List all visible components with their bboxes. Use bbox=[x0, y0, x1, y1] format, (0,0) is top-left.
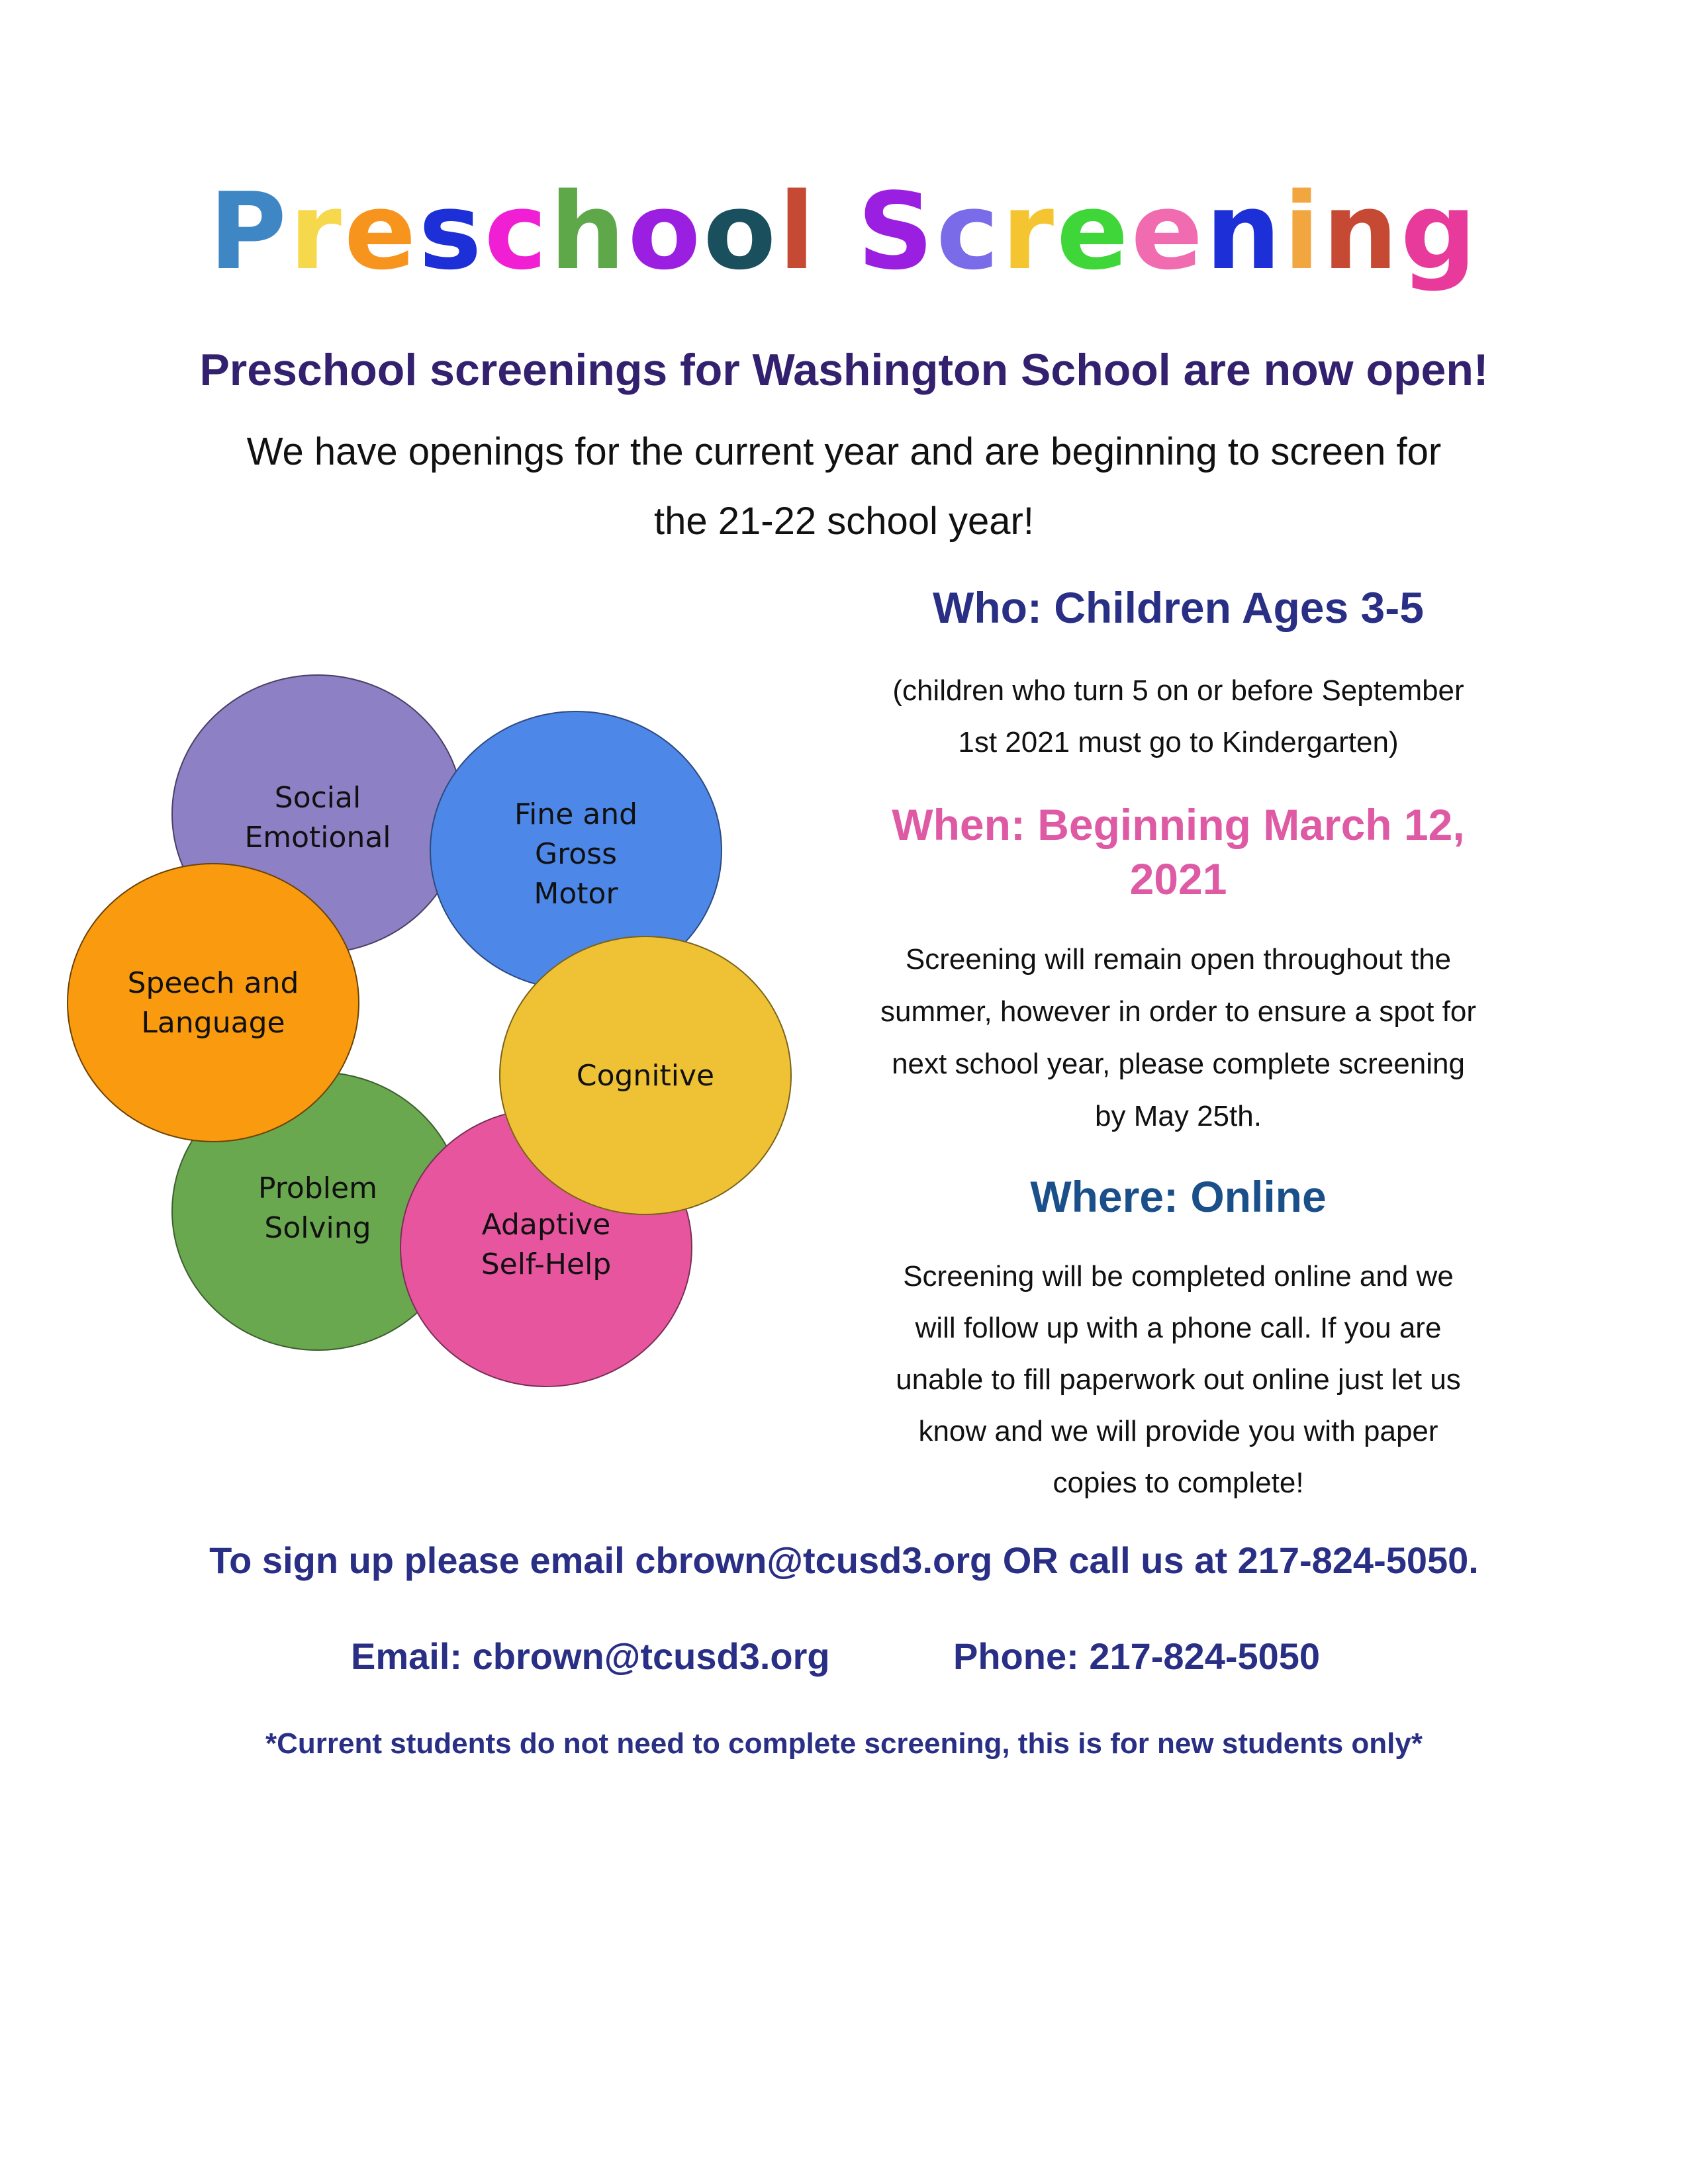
where-line: unable to fill paperwork out online just let us bbox=[896, 1363, 1461, 1396]
title-letter: o bbox=[703, 169, 779, 293]
title-letter: n bbox=[1205, 169, 1284, 293]
domain-label: Gross bbox=[535, 837, 617, 871]
announcement-heading: Preschool screenings for Washington School are now open! bbox=[199, 345, 1489, 395]
domain-label: Adaptive bbox=[481, 1208, 611, 1242]
where-details bbox=[847, 1251, 1509, 1509]
contact-phone[interactable]: Phone: 217-824-5050 bbox=[953, 1635, 1321, 1677]
when-details bbox=[847, 933, 1509, 1142]
title-letter: c bbox=[936, 169, 1002, 293]
domain-circle bbox=[68, 864, 359, 1142]
who-line: 1st 2021 must go to Kindergarten) bbox=[958, 726, 1399, 758]
title-letter: n bbox=[1322, 169, 1401, 293]
when-heading bbox=[847, 797, 1509, 906]
contact-email[interactable]: Email: cbrown@tcusd3.org bbox=[351, 1635, 830, 1677]
when-heading-line: 2021 bbox=[1129, 854, 1227, 903]
domain-label: Problem bbox=[258, 1171, 377, 1205]
domain-label: Emotional bbox=[244, 821, 391, 854]
page-title bbox=[0, 169, 1688, 293]
domain-label: Motor bbox=[534, 877, 618, 911]
intro-text bbox=[182, 417, 1506, 556]
who-heading: Who: Children Ages 3-5 bbox=[933, 583, 1424, 632]
signup-instructions: To sign up please email cbrown@tcusd3.org OR call us at 217-824-5050. bbox=[209, 1539, 1479, 1581]
domain-label: Fine and bbox=[514, 797, 638, 831]
domain-label: Self-Help bbox=[481, 1248, 612, 1281]
title-letter: e bbox=[1056, 169, 1131, 293]
where-line: know and we will provide you with paper bbox=[918, 1415, 1438, 1447]
developmental-domains-diagram bbox=[60, 668, 821, 1396]
footnote: *Current students do not need to complete screening, this is for new students only* bbox=[265, 1727, 1423, 1760]
where-line: copies to complete! bbox=[1053, 1467, 1304, 1499]
who-details bbox=[847, 665, 1509, 768]
domain-label: Speech and bbox=[127, 966, 299, 1000]
title-letter: c bbox=[484, 169, 550, 293]
when-line: summer, however in order to ensure a spot for bbox=[880, 995, 1476, 1028]
where-line: will follow up with a phone call. If you are bbox=[915, 1312, 1442, 1344]
who-line: (children who turn 5 on or before September bbox=[892, 674, 1464, 707]
title-letter: P bbox=[209, 169, 289, 293]
title-letter: s bbox=[418, 169, 485, 293]
title-letter: l bbox=[778, 169, 818, 293]
title-letter: r bbox=[289, 169, 344, 293]
domain-speech-language bbox=[68, 864, 359, 1142]
where-heading: Where: Online bbox=[1030, 1172, 1327, 1221]
domain-cognitive bbox=[500, 936, 791, 1214]
when-line: next school year, please complete screening bbox=[892, 1048, 1465, 1080]
when-heading-line: When: Beginning March 12, bbox=[892, 800, 1465, 849]
title-letter: e bbox=[1131, 169, 1206, 293]
domain-label: Language bbox=[141, 1006, 285, 1040]
intro-line: the 21-22 school year! bbox=[654, 500, 1034, 543]
title-letter: S bbox=[857, 169, 937, 293]
title-letter: e bbox=[344, 169, 419, 293]
when-line: Screening will remain open throughout the bbox=[905, 943, 1452, 976]
title-letter: r bbox=[1002, 169, 1057, 293]
domain-label: Cognitive bbox=[576, 1059, 715, 1093]
domain-label: Solving bbox=[264, 1211, 371, 1245]
domain-label: Social bbox=[274, 781, 361, 815]
title-letter: i bbox=[1284, 169, 1323, 293]
title-letter: g bbox=[1400, 169, 1479, 293]
title-letter: h bbox=[549, 169, 628, 293]
where-line: Screening will be completed online and we bbox=[903, 1260, 1454, 1293]
title-letter: o bbox=[628, 169, 704, 293]
intro-line: We have openings for the current year and are beginning to screen for bbox=[246, 430, 1442, 473]
when-line: by May 25th. bbox=[1095, 1100, 1262, 1132]
